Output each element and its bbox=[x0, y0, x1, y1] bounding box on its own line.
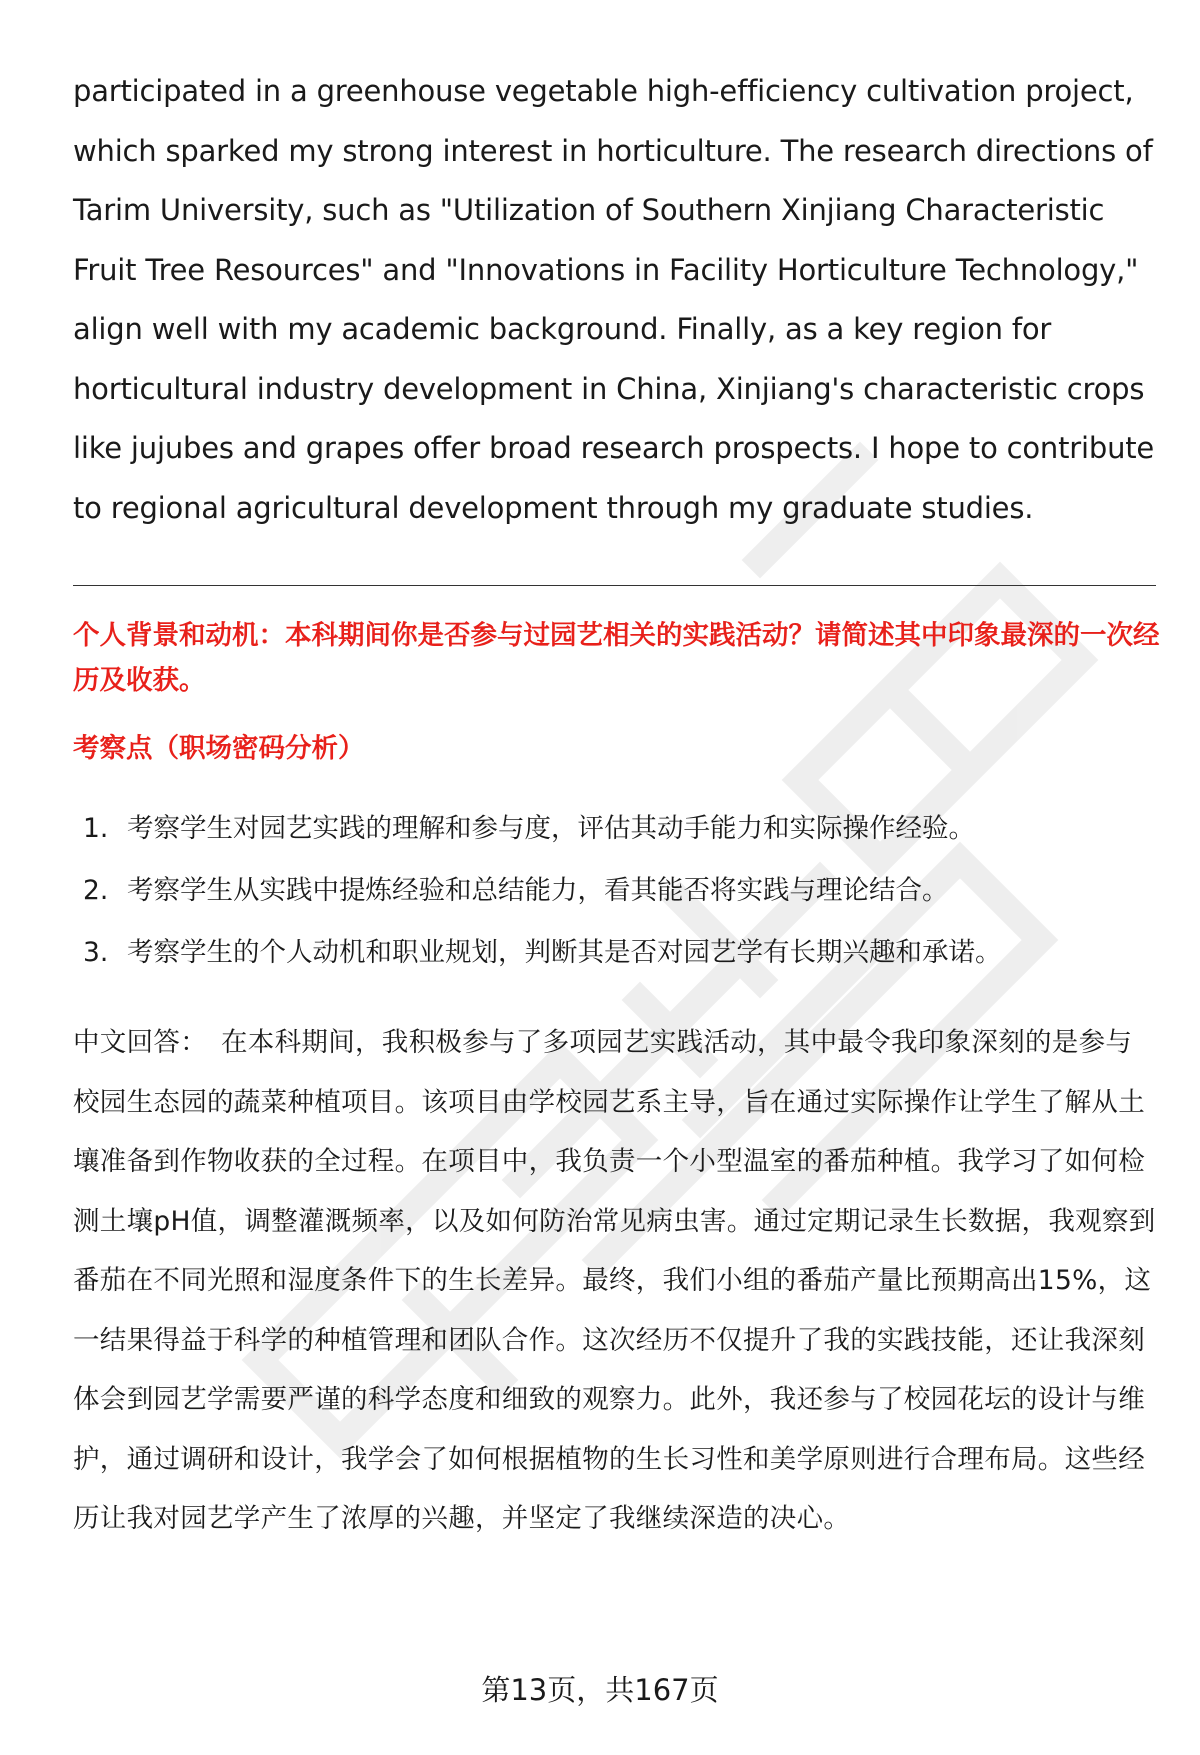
assessment-points-heading: 考察点（职场密码分析） bbox=[73, 733, 365, 764]
list-item-number: 2. bbox=[83, 875, 109, 906]
assessment-points-list bbox=[83, 806, 1153, 992]
list-item bbox=[83, 868, 1153, 930]
list-item-number: 1. bbox=[83, 813, 109, 844]
english-paragraph: participated in a greenhouse vegetable high-efficiency cultivation project, which sparked my strong interest in horticulture. The research directions of Tarim University, such as "Utilization of Southern Xinjiang Characteristic Fruit Tree Resources" and "Innovations in Facility Horticulture Technology," align well with my academic background. Finally, as a key region for horticultural industry development in China, Xinjiang's characteristic crops like jujubes and grapes offer broad research prospects. I hope to contribute to regional agricultural development through my graduate studies. bbox=[73, 74, 1155, 525]
list-item-text: 考察学生的个人动机和职业规划，判断其是否对园艺学有长期兴趣和承诺。 bbox=[127, 937, 1002, 968]
section-divider bbox=[73, 585, 1156, 586]
list-item-text: 考察学生从实践中提炼经验和总结能力，看其能否将实践与理论结合。 bbox=[127, 875, 949, 906]
list-item-number: 3. bbox=[83, 937, 109, 968]
page-number-footer: 第13页，共167页 bbox=[481, 1673, 719, 1707]
english-paragraph-block bbox=[73, 62, 1156, 538]
question-heading: 个人背景和动机：本科期间你是否参与过园艺相关的实践活动？请简述其中印象最深的一次经历及收获。 bbox=[73, 620, 1160, 696]
answer-text: 在本科期间，我积极参与了多项园艺实践活动，其中最令我印象深刻的是参与校园生态园的蔬菜种植项目。该项目由学校园艺系主导，旨在通过实际操作让学生了解从土壤准备到作物收获的全过程。在项目中，我负责一个小型温室的番茄种植。我学习了如何检测土壤pH值，调整灌溉频率，以及如何防治常见病虫害。通过定期记录生长数据，我观察到番茄在不同光照和湿度条件下的生长差异。最终，我们小组的番茄产量比预期高出15%，这一结果得益于科学的种植管理和团队合作。这次经历不仅提升了我的实践技能，还让我深刻体会到园艺学需要严谨的科学态度和细致的观察力。此外，我还参与了校园花坛的设计与维护，通过调研和设计，我学会了如何根据植物的生长习性和美学原则进行合理布局。这些经历让我对园艺学产生了浓厚的兴趣，并坚定了我继续深造的决心。 bbox=[73, 1027, 1156, 1534]
list-item bbox=[83, 930, 1153, 992]
chinese-answer-paragraph bbox=[73, 1013, 1156, 1549]
list-item-text: 考察学生对园艺实践的理解和参与度，评估其动手能力和实际操作经验。 bbox=[127, 813, 975, 844]
list-item bbox=[83, 806, 1153, 868]
answer-label: 中文回答： bbox=[73, 1027, 207, 1058]
